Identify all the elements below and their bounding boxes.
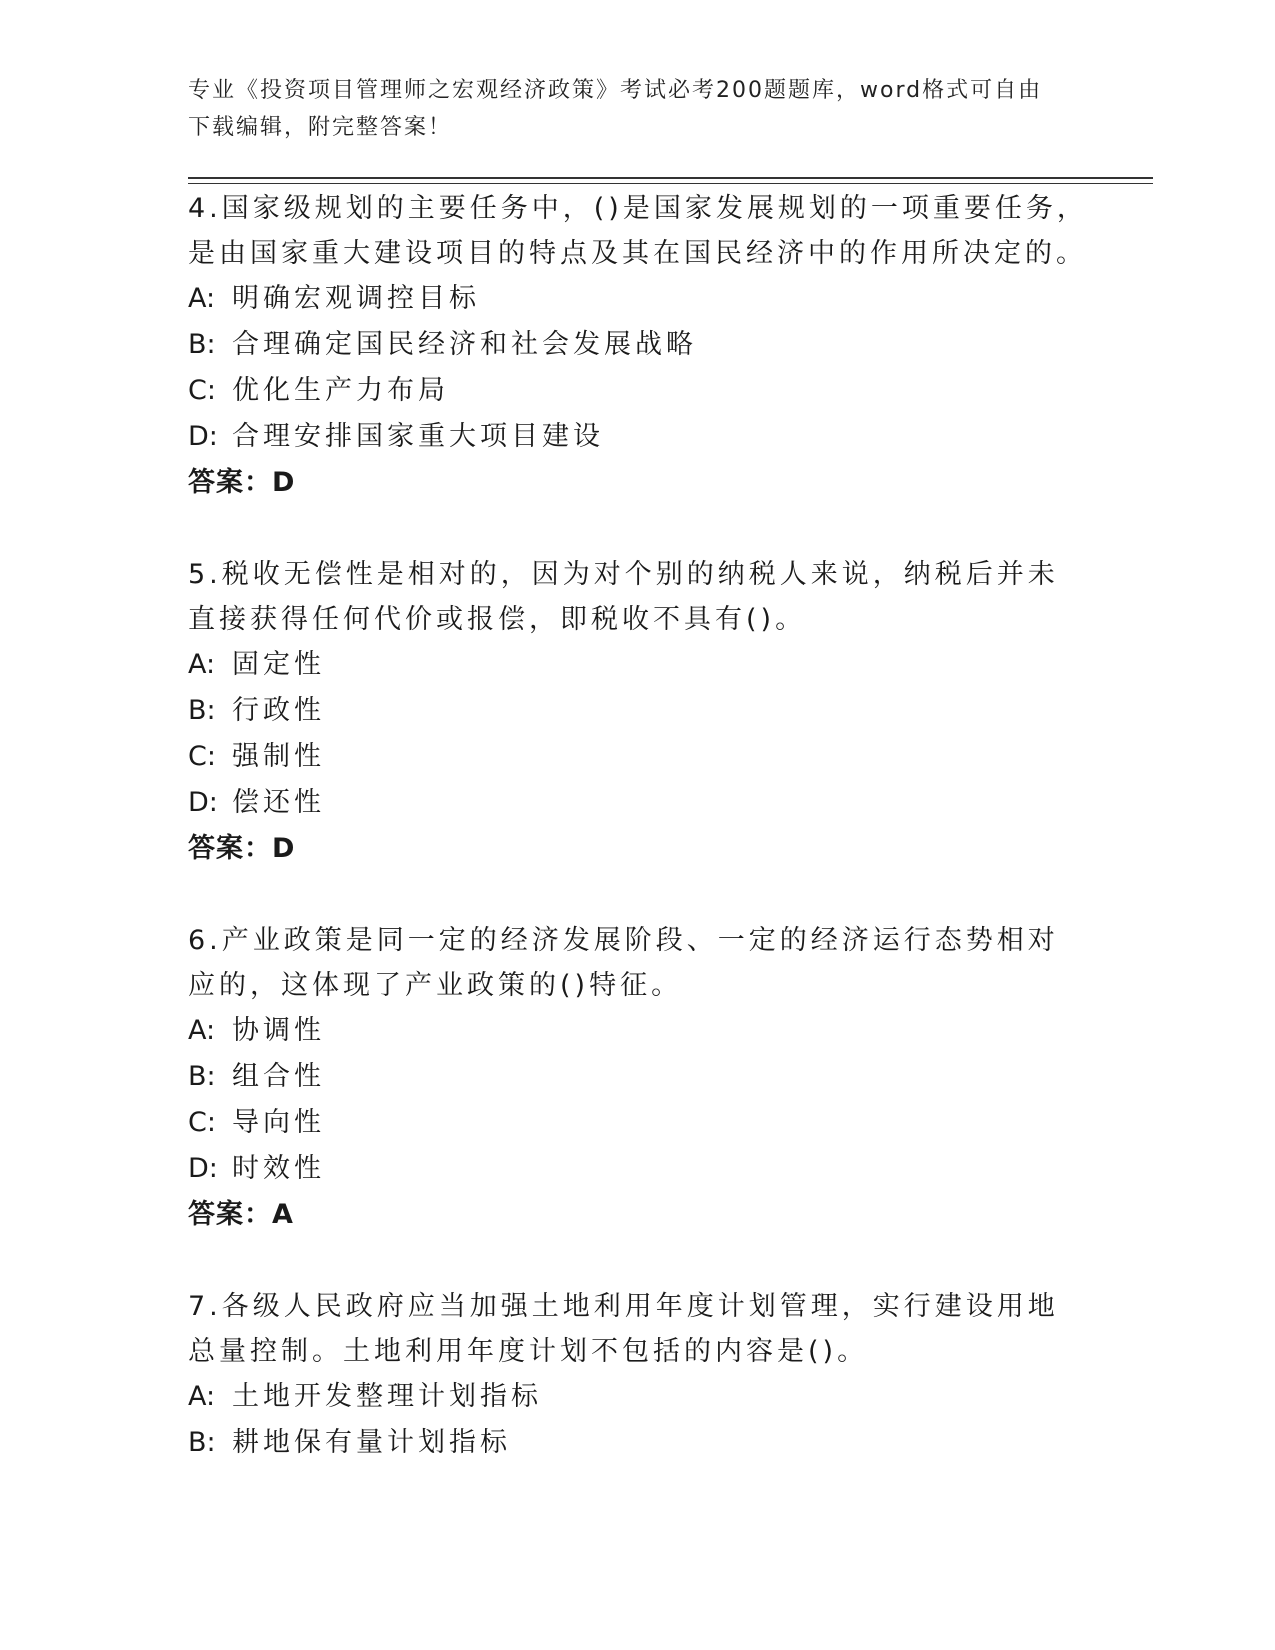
option-d	[188, 414, 1088, 460]
option-key: A:	[188, 1381, 216, 1412]
option-key: C:	[188, 375, 216, 406]
option-text: 时效性	[232, 1153, 325, 1184]
option-b	[188, 688, 1088, 734]
option-text: 固定性	[232, 649, 325, 680]
question-stem: 6.产业政策是同一定的经济发展阶段、一定的经济运行态势相对应的，这体现了产业政策的()特征。	[188, 925, 1059, 1001]
header-line-2: 下载编辑，附完整答案！	[188, 115, 453, 140]
option-text: 土地开发整理计划指标	[232, 1381, 542, 1412]
question-item	[188, 552, 1088, 872]
option-c	[188, 368, 1088, 414]
answer-line: 答案：D	[188, 467, 296, 498]
option-text: 明确宏观调控目标	[232, 283, 480, 314]
option-text: 协调性	[232, 1015, 325, 1046]
header-line-1: 专业《投资项目管理师之宏观经济政策》考试必考200题题库，word格式可自由	[188, 78, 1043, 103]
option-b	[188, 1420, 1088, 1466]
option-key: D:	[188, 1153, 218, 1184]
option-key: C:	[188, 741, 216, 772]
question-item	[188, 1284, 1088, 1466]
question-item	[188, 186, 1088, 506]
option-key: B:	[188, 695, 216, 726]
option-key: C:	[188, 1107, 216, 1138]
option-key: B:	[188, 329, 216, 360]
header-divider-thin	[188, 183, 1153, 184]
option-c	[188, 1100, 1088, 1146]
option-key: A:	[188, 283, 216, 314]
option-d	[188, 780, 1088, 826]
option-b	[188, 1054, 1088, 1100]
question-list	[188, 186, 1088, 1512]
option-key: A:	[188, 649, 216, 680]
option-text: 合理确定国民经济和社会发展战略	[232, 329, 697, 360]
option-key: A:	[188, 1015, 216, 1046]
option-key: D:	[188, 787, 218, 818]
option-b	[188, 322, 1088, 368]
document-header	[188, 72, 1088, 146]
option-text: 合理安排国家重大项目建设	[232, 421, 604, 452]
option-text: 组合性	[232, 1061, 325, 1092]
question-stem: 4.国家级规划的主要任务中，()是国家发展规划的一项重要任务，是由国家重大建设项目的特点及其在国民经济中的作用所决定的。	[188, 193, 1088, 269]
answer-line: 答案：D	[188, 833, 296, 864]
option-key: B:	[188, 1427, 216, 1458]
question-stem: 7.各级人民政府应当加强土地利用年度计划管理，实行建设用地总量控制。土地利用年度计划不包括的内容是()。	[188, 1291, 1059, 1367]
option-key: B:	[188, 1061, 216, 1092]
option-c	[188, 734, 1088, 780]
option-text: 强制性	[232, 741, 325, 772]
option-a	[188, 642, 1088, 688]
option-a	[188, 1374, 1088, 1420]
option-d	[188, 1146, 1088, 1192]
option-a	[188, 276, 1088, 322]
question-item	[188, 918, 1088, 1238]
option-text: 耕地保有量计划指标	[232, 1427, 511, 1458]
option-text: 行政性	[232, 695, 325, 726]
header-divider-thick	[188, 177, 1153, 179]
option-key: D:	[188, 421, 218, 452]
option-a	[188, 1008, 1088, 1054]
option-text: 导向性	[232, 1107, 325, 1138]
question-stem: 5.税收无偿性是相对的，因为对个别的纳税人来说，纳税后并未直接获得任何代价或报偿，即税收不具有()。	[188, 559, 1059, 635]
option-text: 偿还性	[232, 787, 325, 818]
answer-line: 答案：A	[188, 1199, 294, 1230]
option-text: 优化生产力布局	[232, 375, 449, 406]
